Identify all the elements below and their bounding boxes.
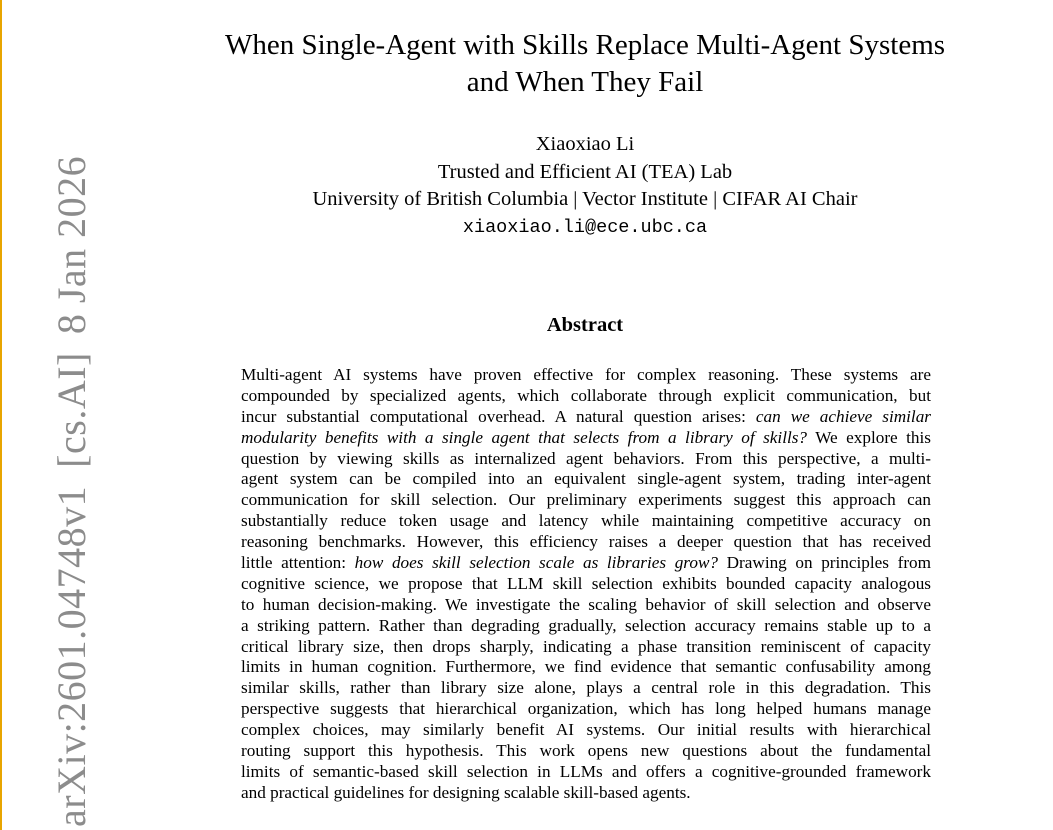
abstract-line [241,678,931,699]
abstract-text: routing support this hypothesis. This work opens new questions about the fundamental [241,741,931,761]
abstract-line [241,720,931,741]
abstract-text: little attention: [241,553,355,573]
abstract-text: incur substantial computational overhead. A natural question arises: [241,406,756,426]
author-email: xiaoxiao.li@ece.ubc.ca [462,216,708,238]
abstract-line [241,553,931,574]
abstract-text: cognitive science, we propose that LLM skill selection exhibits bounded capacity analogous [241,573,931,593]
abstract-text: compounded by specialized agents, which collaborate through explicit communication, but [241,385,931,405]
author-name: Xiaoxiao Li [535,133,635,155]
paper-title-line-1: When Single-Agent with Skills Replace Multi-Agent Systems [224,29,946,61]
paper-title-line-2: and When They Fail [466,66,704,98]
abstract-text: to human decision-making. We investigate the scaling behavior of skill selection and observe [241,594,931,614]
abstract-line [241,699,931,720]
abstract-line [241,595,931,616]
abstract-text: Drawing on principles from [718,553,932,573]
arxiv-category: [cs.AI] [49,352,94,468]
abstract-line [241,783,931,804]
author-block [120,131,1050,241]
arxiv-sidebar-stamp [49,155,94,827]
abstract-line [241,574,931,595]
abstract-line [241,637,931,658]
abstract-line [241,511,931,532]
abstract-heading: Abstract [546,314,624,336]
abstract-line [241,532,931,553]
arxiv-date: 8 Jan 2026 [49,155,94,335]
abstract-text: We explore this [807,427,931,447]
abstract-text: complex choices, may similarly benefit AI systems. Our initial results with hierarchical [241,720,931,740]
abstract-text: Multi-agent AI systems have proven effective for complex reasoning. These systems are [241,365,931,384]
abstract-text: reasoning benchmarks. However, this efficiency raises a deeper question that has received [241,532,931,552]
abstract-body [241,365,931,804]
abstract-text: and practical guidelines for designing scalable skill-based agents. [241,782,691,802]
author-affiliation: University of British Columbia | Vector Institute | CIFAR AI Chair [312,188,858,210]
abstract-line [241,386,931,407]
abstract-text: critical library size, then drops sharply, indicating a phase transition reminiscent of capacity [241,636,931,656]
abstract-line [241,762,931,783]
abstract-text: agent system can be compiled into an equivalent single-agent system, trading inter-agent [241,469,931,489]
abstract-line [241,365,931,386]
abstract-line [241,616,931,637]
abstract-italic-text: how does skill selection scale as libraries grow? [354,553,719,573]
abstract-line [241,741,931,762]
abstract-line [241,407,931,428]
abstract-line [241,657,931,678]
abstract-text: a striking pattern. Rather than degrading gradually, selection accuracy remains stable up to a [241,615,931,635]
abstract-line [241,449,931,470]
abstract-text: perspective suggests that hierarchical organization, which has long helped humans manage [241,699,931,719]
abstract-text: communication for skill selection. Our preliminary experiments suggest this approach can [241,490,931,510]
abstract-line [241,469,931,490]
abstract-text: substantially reduce token usage and latency while maintaining competitive accuracy on [241,511,931,531]
abstract-text: limits of semantic-based skill selection in LLMs and offers a cognitive-grounded framework [241,761,931,781]
paper-title [120,27,1050,101]
abstract-text: similar skills, rather than library size alone, plays a central role in this degradation. This [241,678,931,698]
abstract-line [241,428,931,449]
page-left-edge-rule [0,0,2,830]
abstract-line [241,490,931,511]
arxiv-id: arXiv:2601.04748v1 [49,485,94,827]
abstract-text: limits in human cognition. Furthermore, we find evidence that semantic confusability among [241,657,931,677]
abstract-italic-text: can we achieve similar [755,406,931,426]
abstract-italic-text: modularity benefits with a single agent that selects from a library of skills? [241,427,808,447]
author-lab: Trusted and Efficient AI (TEA) Lab [437,160,733,183]
abstract-text: question by viewing skills as internalized agent behaviors. From this perspective, a multi- [241,448,931,468]
